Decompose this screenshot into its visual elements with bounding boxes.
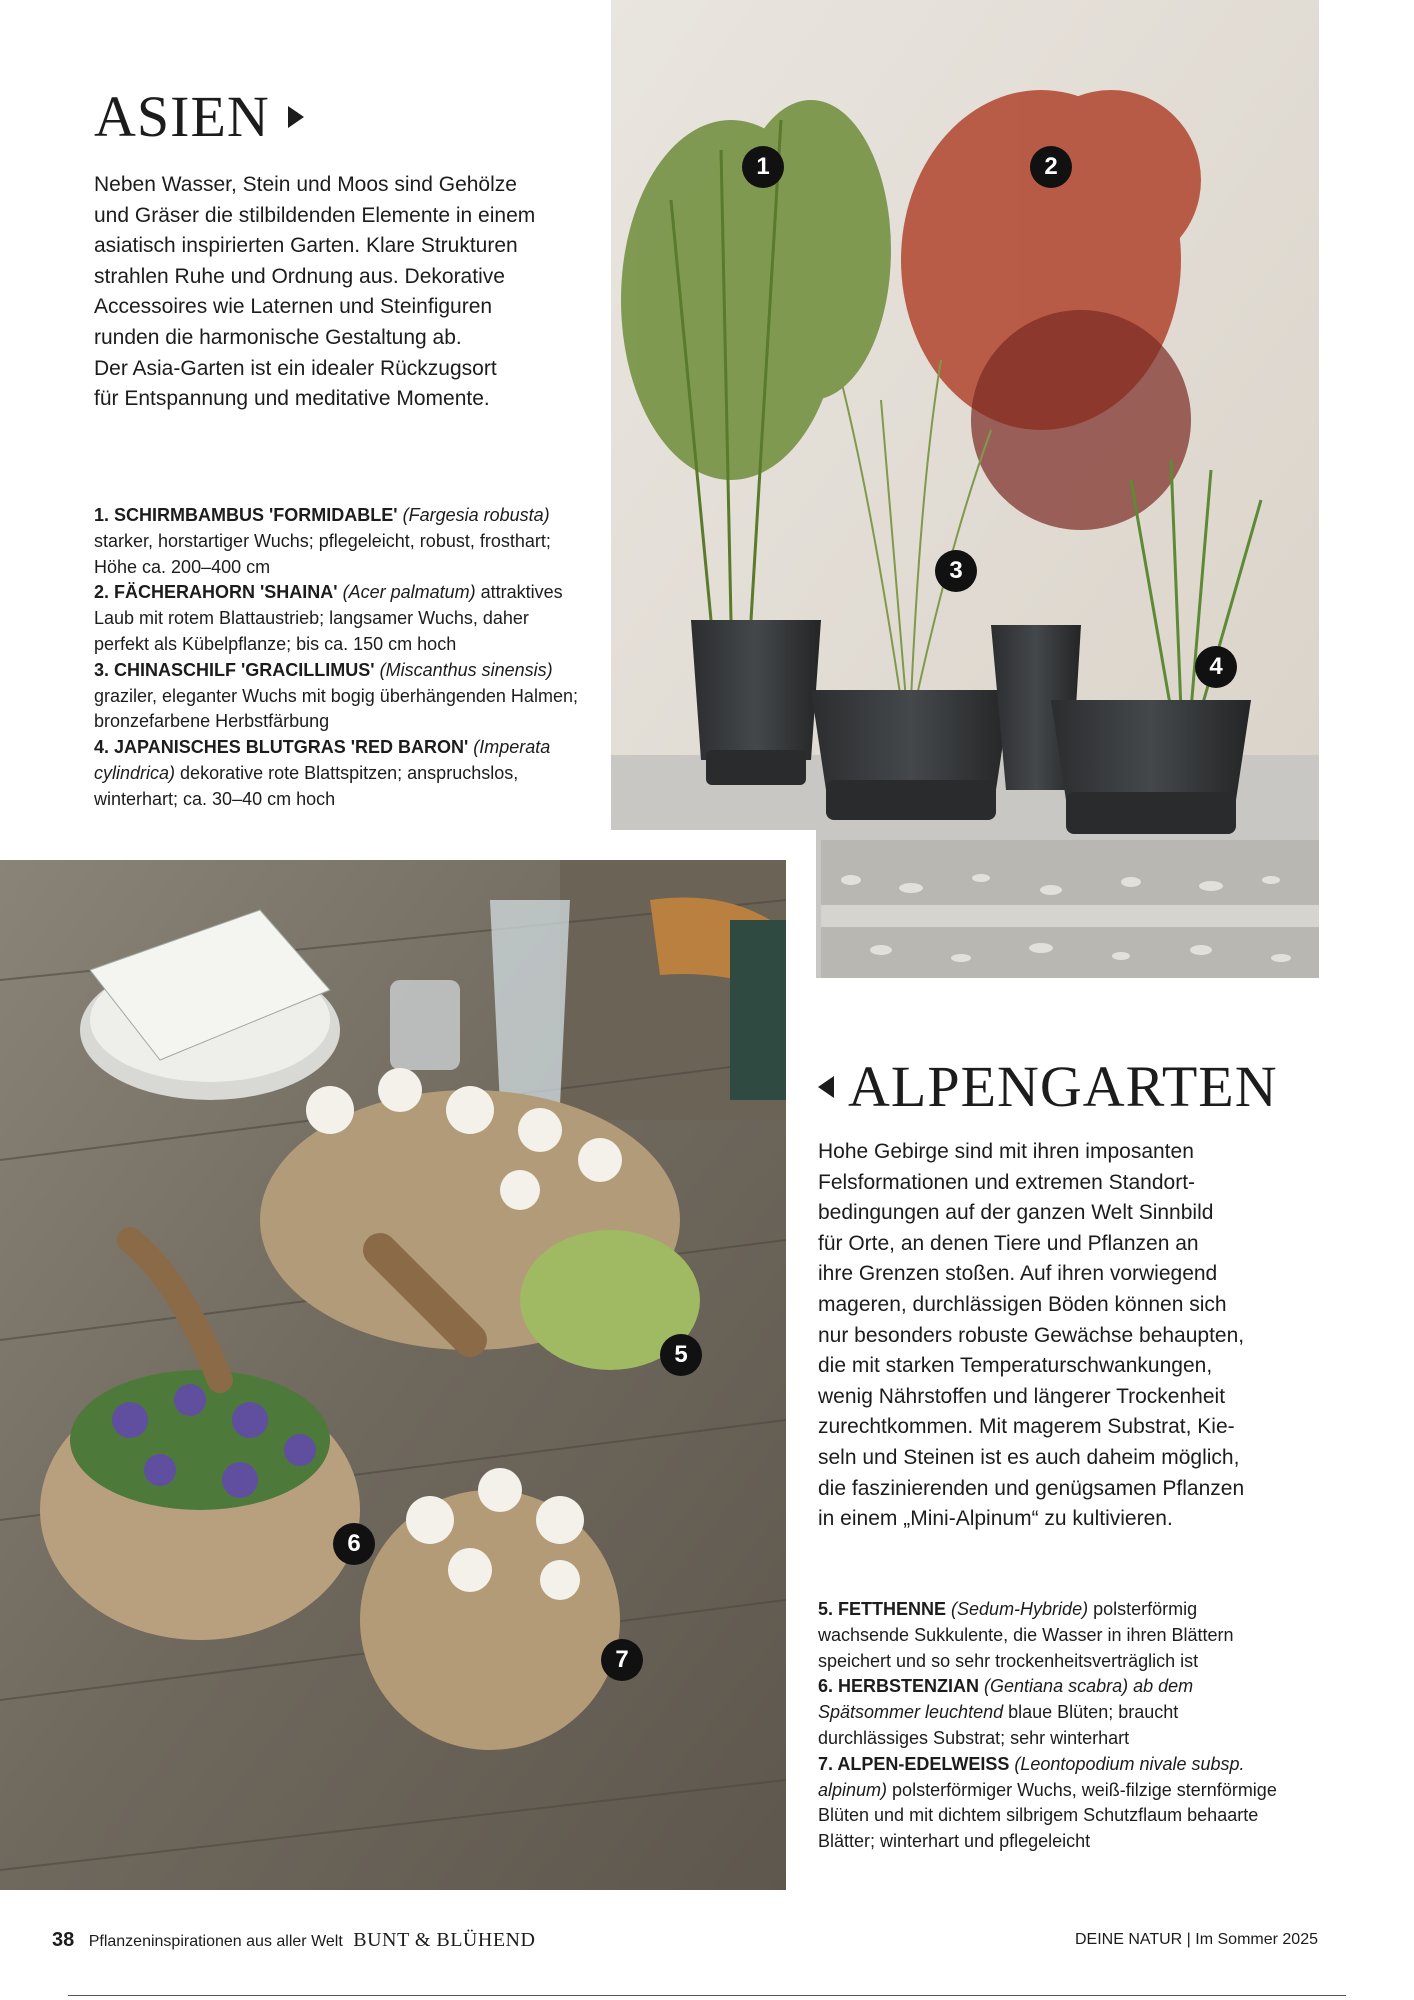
plant-latin: (Leontopodium nivale subsp. alpinum) — [818, 1753, 1245, 1800]
alpengarten-intro-line: für Orte, an denen Tiere und Pflanzen an — [818, 1231, 1199, 1255]
marker-7: 7 — [601, 1639, 643, 1681]
plant-entry — [94, 580, 584, 657]
alpengarten-intro-line: mageren, durchlässigen Böden können sich — [818, 1292, 1227, 1316]
plant-name: 6. HERBSTENZIAN — [818, 1676, 980, 1697]
plant-description: starker, horstartiger Wuchs; pflegeleicht, robust, frosthart; Höhe ca. 200–400 cm — [94, 530, 551, 577]
plant-latin: (Imperata cylindrica) — [94, 737, 551, 783]
plant-entry — [94, 503, 584, 580]
alpengarten-intro-line: nur besonders robuste Gewächse behaupten, — [818, 1323, 1245, 1347]
asien-intro-line: Der Asia-Garten ist ein idealer Rückzugsort — [94, 356, 497, 380]
marker-5: 5 — [660, 1334, 702, 1376]
plant-name: 4. JAPANISCHES BLUTGRAS 'RED BARON' — [94, 737, 469, 758]
marker-1: 1 — [742, 146, 784, 188]
footer-left — [52, 1929, 535, 1952]
asien-plant-list — [94, 503, 584, 813]
plant-entry — [818, 1597, 1288, 1674]
arrow-left-icon — [818, 1076, 834, 1098]
asien-intro-line: für Entspannung und meditative Momente. — [94, 387, 490, 411]
footer-magazine: DEINE NATUR | Im Sommer 2025 — [1074, 1931, 1318, 1948]
footer-brand: BUNT & BLÜHEND — [353, 1929, 536, 1951]
marker-6: 6 — [333, 1523, 375, 1565]
alpengarten-plant-list — [818, 1597, 1288, 1855]
plant-entry — [818, 1752, 1288, 1855]
alpengarten-intro-line: Hohe Gebirge sind mit ihren imposanten — [818, 1140, 1194, 1163]
alpengarten-heading — [818, 1054, 1278, 1119]
alpengarten-intro-line: Felsformationen und extremen Standort- — [818, 1170, 1196, 1194]
alpengarten-intro-line: wenig Nährstoffen und längerer Trockenheit — [818, 1384, 1226, 1408]
asien-heading — [94, 84, 304, 149]
plant-latin: (Acer palmatum) — [342, 582, 476, 603]
asien-title: ASIEN — [94, 84, 270, 149]
asien-intro — [94, 170, 594, 415]
plant-description: blaue Blüten; braucht durchlässiges Substrat; sehr winterhart — [818, 1702, 1179, 1748]
footer-rule — [68, 1995, 1346, 1996]
alpengarten-title: ALPENGARTEN — [848, 1054, 1278, 1119]
plant-latin: (Gentiana scabra) ab dem Spätsommer leuchtend — [818, 1676, 1194, 1723]
alpengarten-intro-line: ihre Grenzen stoßen. Auf ihren vorwiegend — [818, 1262, 1218, 1286]
alpengarten-intro — [818, 1137, 1318, 1535]
plant-name: 2. FÄCHERAHORN 'SHAINA' — [94, 582, 338, 603]
plant-name: 5. FETTHENNE — [818, 1599, 947, 1619]
asien-intro-line: strahlen Ruhe und Ordnung aus. Dekorative — [94, 264, 505, 288]
plant-latin: (Miscanthus sinensis) — [379, 659, 553, 680]
arrow-right-icon — [288, 106, 304, 128]
alpengarten-intro-line: zurechtkommen. Mit magerem Substrat, Kie- — [818, 1415, 1235, 1439]
page-number: 38 — [52, 1929, 75, 1951]
plant-description: polsterförmiger Wuchs, weiß-filzige sternförmige Blüten und mit dichtem silbrigem Schutzflaum behaarte Blätter; winterhart und pflegeleicht — [818, 1779, 1277, 1852]
plant-description: attraktives Laub mit rotem Blattaustrieb; langsamer Wuchs, daher perfekt als Kübelpflanze; bis ca. 150 cm hoch — [94, 582, 563, 654]
plant-latin: (Fargesia robusta) — [402, 505, 550, 525]
alpine-plants-photo — [0, 860, 786, 1890]
plant-name: 7. ALPEN-EDELWEISS — [818, 1753, 1010, 1774]
asien-intro-line: asiatisch inspirierten Garten. Klare Strukturen — [94, 234, 518, 258]
plant-description: graziler, eleganter Wuchs mit bogig überhängenden Halmen; bronzefarbene Herbstfärbung — [94, 685, 578, 732]
asien-intro-line: Accessoires wie Laternen und Steinfiguren — [94, 295, 493, 319]
alpengarten-intro-line: die faszinierenden und genügsamen Pflanzen — [818, 1476, 1245, 1500]
asien-intro-line: runden die harmonische Gestaltung ab. — [94, 325, 462, 349]
plant-entry — [94, 735, 584, 812]
marker-2: 2 — [1030, 146, 1072, 188]
alpengarten-intro-line: in einem „Mini-Alpinum“ zu kultivieren. — [818, 1507, 1173, 1531]
marker-3: 3 — [935, 550, 977, 592]
plant-description: dekorative rote Blattspitzen; anspruchslos, winterhart; ca. 30–40 cm hoch — [94, 762, 519, 809]
plant-latin: (Sedum-Hybride) — [951, 1599, 1089, 1619]
marker-4: 4 — [1195, 646, 1237, 688]
plant-name: 3. CHINASCHILF 'GRACILLIMUS' — [94, 659, 375, 680]
asien-intro-line: Neben Wasser, Stein und Moos sind Gehölze — [94, 173, 517, 196]
alpengarten-intro-line: die mit starken Temperaturschwankungen, — [818, 1354, 1213, 1378]
plant-entry — [818, 1674, 1288, 1751]
asia-plants-photo — [611, 0, 1319, 978]
plant-entry — [94, 658, 584, 735]
plant-description: polsterförmig wachsende Sukkulente, die Wasser in ihren Blättern speichert und so sehr trockenheitsverträglich ist — [818, 1599, 1234, 1671]
footer-section: Pflanzeninspirationen aus aller Welt — [88, 1933, 343, 1950]
alpengarten-intro-line: bedingungen auf der ganzen Welt Sinnbild — [818, 1201, 1214, 1225]
asien-intro-line: und Gräser die stilbildenden Elemente in einem — [94, 203, 536, 227]
plant-name: 1. SCHIRMBAMBUS 'FORMIDABLE' — [94, 505, 398, 525]
alpengarten-intro-line: seln und Steinen ist es auch daheim möglich, — [818, 1445, 1240, 1469]
